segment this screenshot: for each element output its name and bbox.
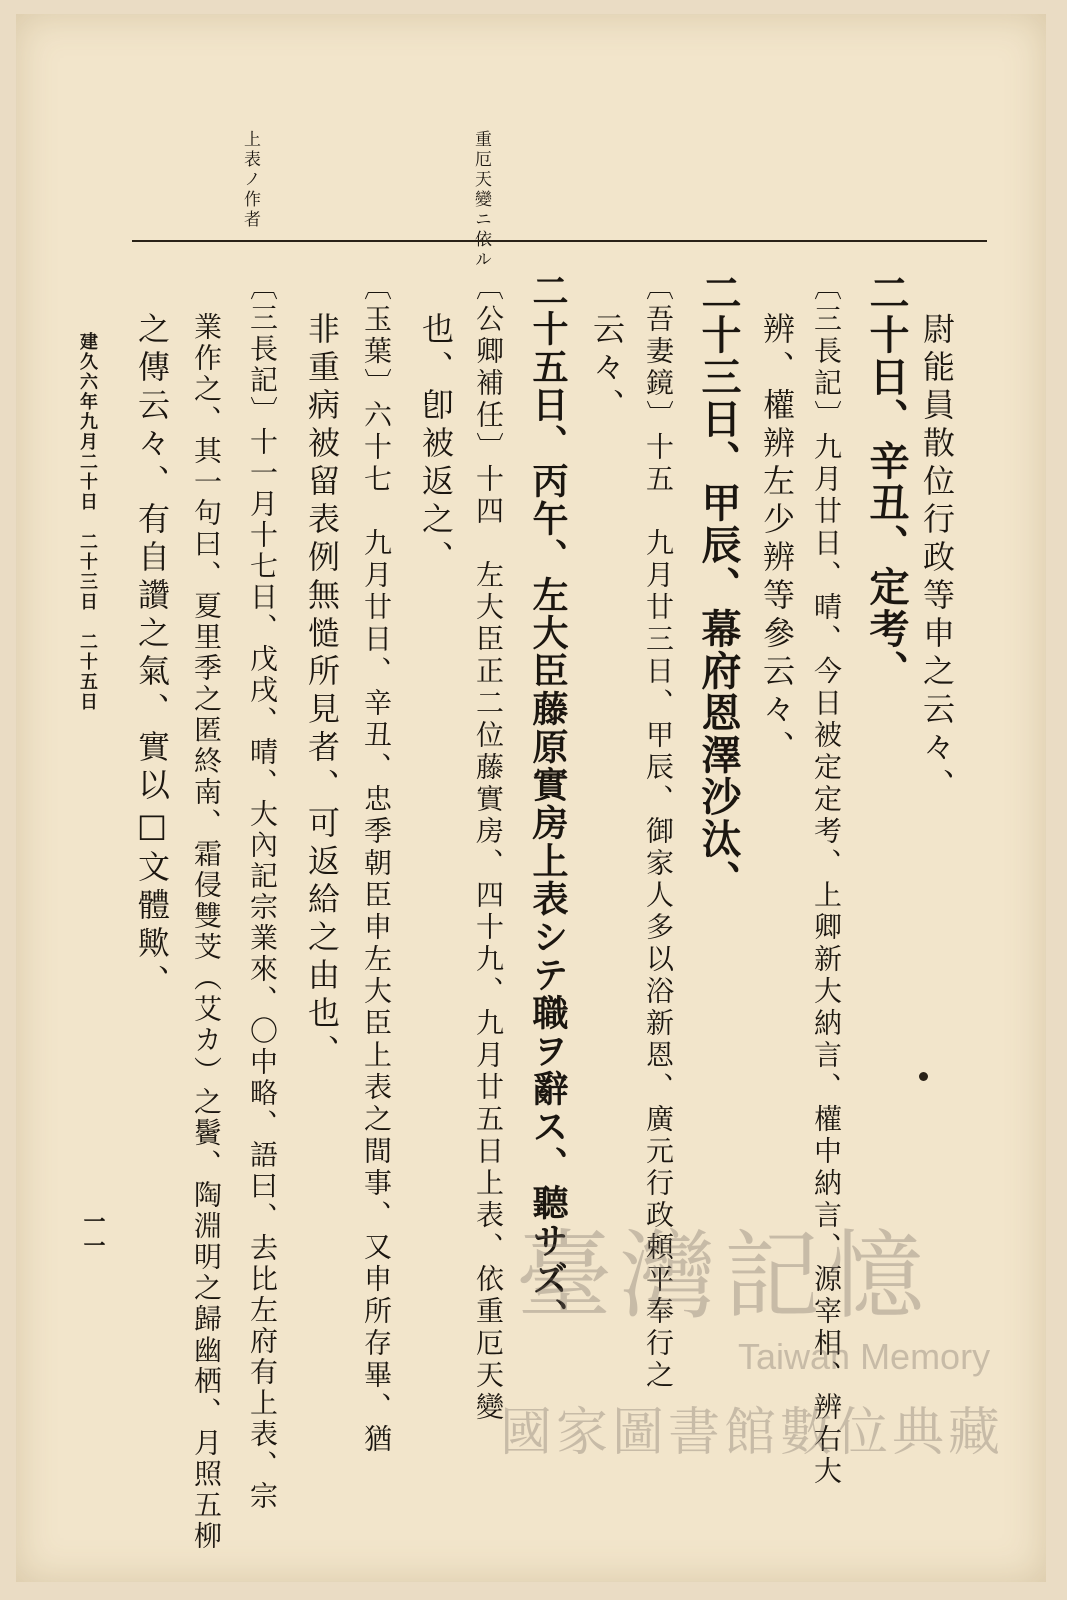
document-page — [16, 14, 1046, 1582]
watermark-logo: 臺灣記憶 — [516, 1220, 932, 1332]
text-column-15: 之傳云々、有自讚之氣、實以□文體歟、 — [133, 312, 171, 1002]
header-note-right: 重厄天變ニ依ル — [471, 130, 491, 270]
text-column-3: 〔三長記〕九月廿日、晴、今日被定定考、上卿新大納言、權中納言、源宰相、辨右大 — [810, 272, 843, 1488]
text-column-6: 〔吾妻鏡〕十五 九月廿三日、甲辰、御家人多以浴新恩、廣元行政頼平奉行之 — [642, 272, 675, 1392]
text-column-1: 尉能員散位行政等申之云々、 — [918, 312, 956, 806]
entry-heading-25th: 二十五日、丙午、左大臣藤原實房上表シテ職ヲ辭ス、聽サズ、 — [527, 272, 569, 1336]
text-column-14: 業作之、其一句曰、夏里季之匿終南、霜侵雙芠（艾カ）之鬢、陶淵明之歸幽栖、月照五柳 — [190, 312, 223, 1552]
text-column-12: 非重病被留表例無慥所見者、可返給之由也、 — [303, 312, 341, 1072]
watermark-logo-en: Taiwan Memory — [738, 1336, 991, 1377]
page-number: 一一 — [80, 1210, 106, 1258]
text-column-10: 也、卽被返之、 — [417, 312, 455, 578]
header-rule — [132, 240, 987, 242]
watermark-library: 國家圖書館數位典藏 — [500, 1404, 1005, 1462]
text-column-7: 云々、 — [588, 312, 626, 426]
print-dot — [919, 1072, 928, 1081]
text-column-13: 〔三長記〕十一月十七日、戊戌、晴、大內記宗業來、〇中略、語曰、去比左府有上表、宗 — [246, 272, 279, 1512]
text-column-11: 〔玉葉〕六十七 九月廿日、辛丑、忠季朝臣申左大臣上表之間事、又申所存畢、猶 — [360, 272, 393, 1456]
footer-date-label: 建久六年九月二十日 二十三日 二十五日 — [77, 332, 98, 712]
text-column-4: 辨、權辨左少辨等參云々、 — [758, 312, 796, 768]
text-column-9: 〔公卿補任〕十四 左大臣正二位藤實房、四十九、九月廿五日上表、依重厄天變 — [472, 272, 505, 1424]
header-note-left: 上表ノ作者 — [240, 130, 260, 230]
entry-heading-23rd: 二十三日、甲辰、幕府恩澤沙汰、 — [695, 272, 742, 902]
entry-heading-20th: 二十日、辛丑、定考、 — [863, 272, 910, 692]
